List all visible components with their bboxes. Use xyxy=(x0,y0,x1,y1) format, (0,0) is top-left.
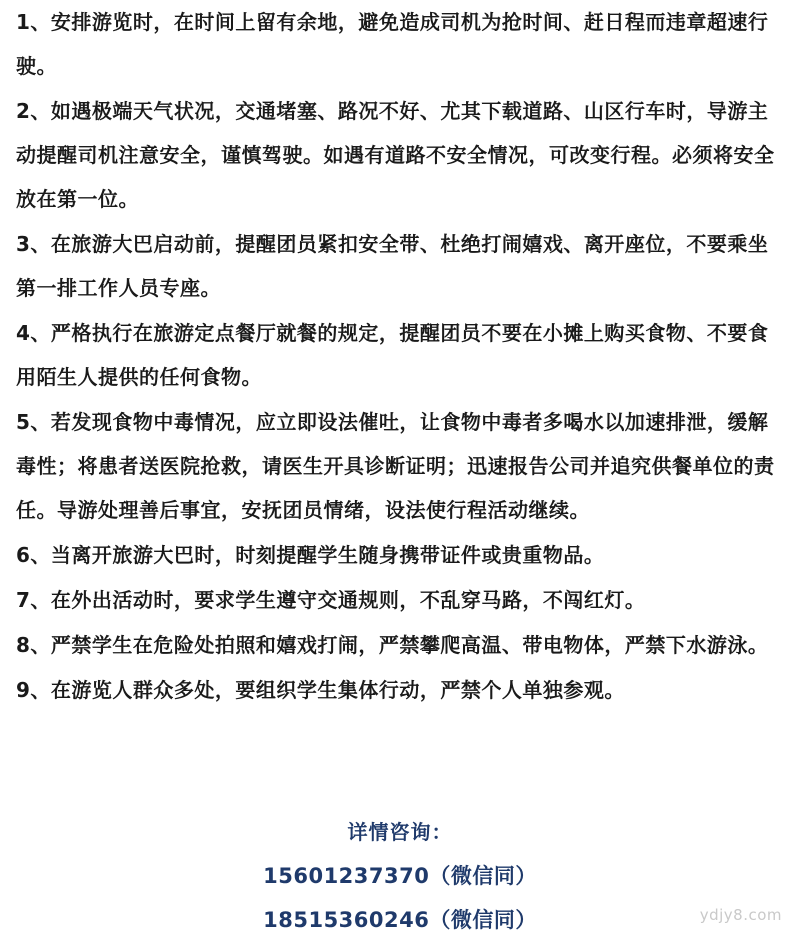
contact-phone-2[interactable]: 18515360246（微信同） xyxy=(263,908,537,932)
contact-section xyxy=(0,810,800,942)
safety-rules-list xyxy=(16,0,786,713)
rule-item-7: 7、在外出活动时，要求学生遵守交通规则，不乱穿马路，不闯红灯。 xyxy=(16,588,646,612)
rule-item-3: 3、在旅游大巴启动前，提醒团员紧扣安全带、杜绝打闹嬉戏、离开座位，不要乘坐第一排工作人员专座。 xyxy=(16,232,769,300)
rule-item-5: 5、若发现食物中毒情况，应立即设法催吐，让食物中毒者多喝水以加速排泄，缓解毒性；将患者送医院抢救，请医生开具诊断证明；迅速报告公司并追究供餐单位的责任。导游处理善后事宜，安抚团员情绪，设法使行程活动继续。 xyxy=(16,410,775,522)
contact-title: 详情咨询： xyxy=(347,820,453,844)
contact-phone-1[interactable]: 15601237370（微信同） xyxy=(263,864,537,888)
rule-item-1: 1、安排游览时，在时间上留有余地，避免造成司机为抢时间、赶日程而违章超速行驶。 xyxy=(16,10,769,78)
rule-item-6: 6、当离开旅游大巴时，时刻提醒学生随身携带证件或贵重物品。 xyxy=(16,543,605,567)
rule-item-4: 4、严格执行在旅游定点餐厅就餐的规定，提醒团员不要在小摊上购买食物、不要食用陌生人提供的任何食物。 xyxy=(16,321,769,389)
rule-item-9: 9、在游览人群众多处，要组织学生集体行动，严禁个人单独参观。 xyxy=(16,678,625,702)
site-watermark: ydjy8.com xyxy=(699,906,782,924)
rule-item-2: 2、如遇极端天气状况，交通堵塞、路况不好、尤其下载道路、山区行车时，导游主动提醒司机注意安全，谨慎驾驶。如遇有道路不安全情况，可改变行程。必须将安全放在第一位。 xyxy=(16,99,775,211)
rule-item-8: 8、严禁学生在危险处拍照和嬉戏打闹，严禁攀爬高温、带电物体，严禁下水游泳。 xyxy=(16,633,769,657)
